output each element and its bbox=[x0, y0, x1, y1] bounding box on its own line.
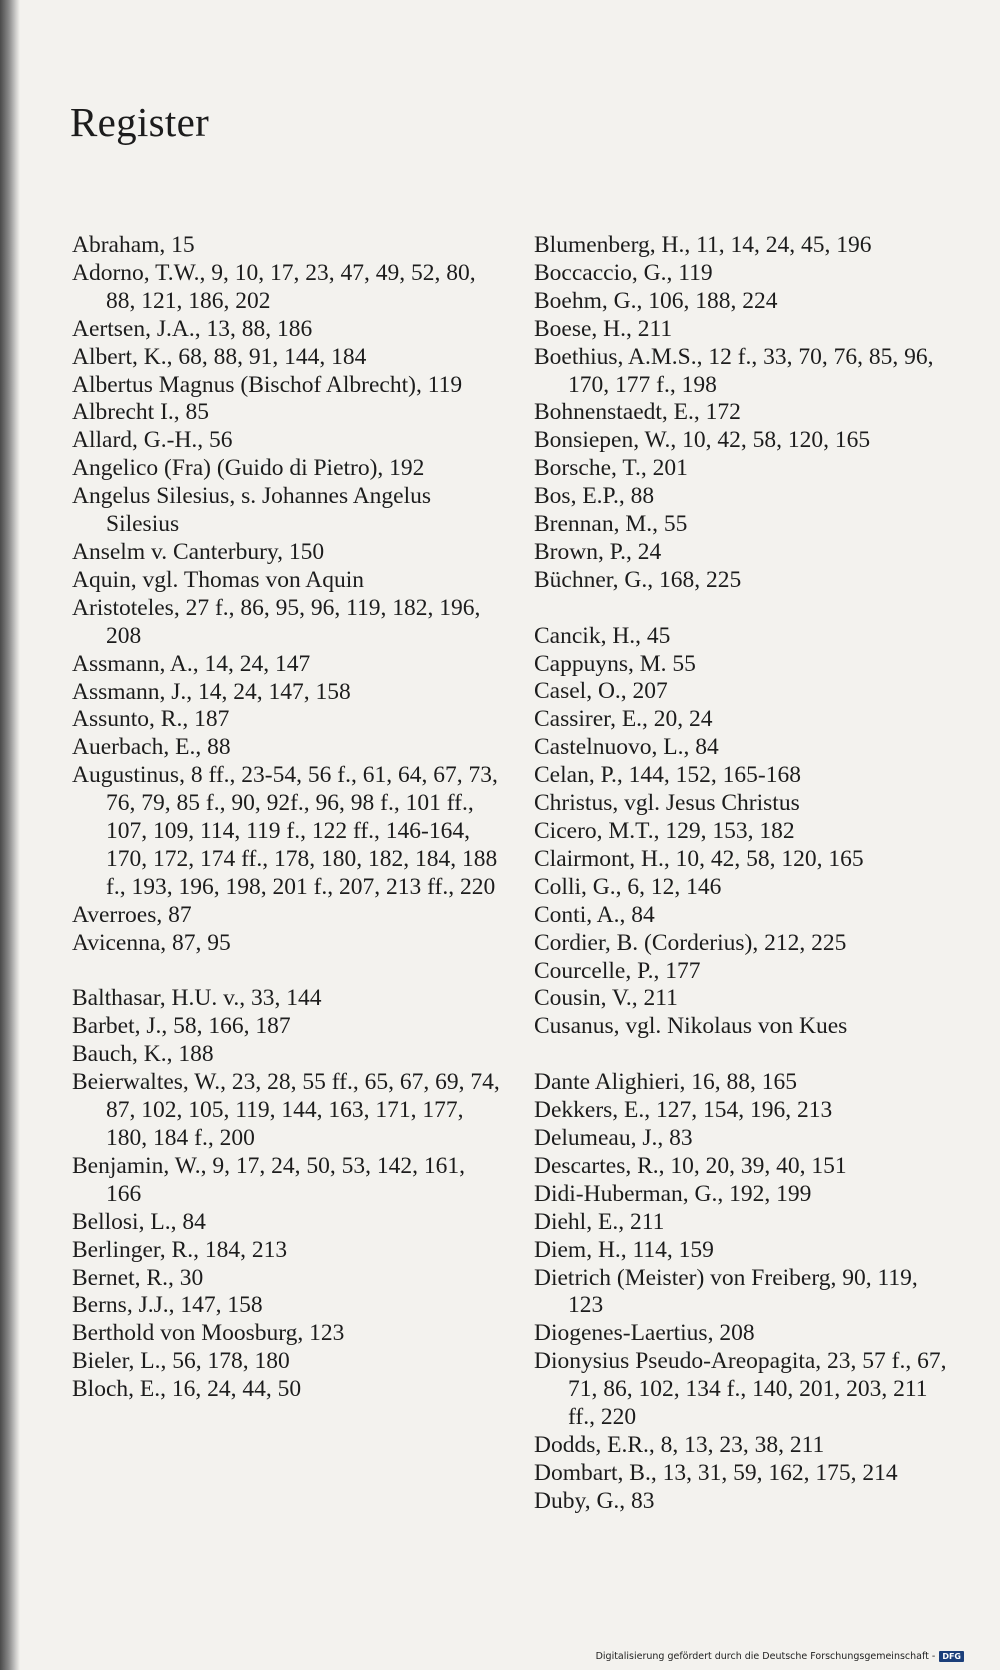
index-entry: Boccaccio, G., 119 bbox=[534, 259, 713, 286]
index-column-right bbox=[534, 232, 954, 1516]
index-entry: Albert, K., 68, 88, 91, 144, 184 bbox=[72, 343, 367, 370]
index-entry: Assmann, A., 14, 24, 147 bbox=[72, 650, 311, 677]
index-entry: Cordier, B. (Corderius), 212, 225 bbox=[534, 929, 847, 956]
index-entry: Aristoteles, 27 f., 86, 95, 96, 119, 182, 196, 208 bbox=[72, 594, 481, 649]
index-entry: Benjamin, W., 9, 17, 24, 50, 53, 142, 161, 166 bbox=[72, 1152, 465, 1207]
index-entry: Casel, O., 207 bbox=[534, 678, 668, 705]
index-entry: Dodds, E.R., 8, 13, 23, 38, 211 bbox=[534, 1431, 825, 1458]
index-entry: Blumenberg, H., 11, 14, 24, 45, 196 bbox=[534, 232, 872, 258]
index-entry: Bohnenstaedt, E., 172 bbox=[534, 399, 741, 426]
index-entry: Diehl, E., 211 bbox=[534, 1208, 665, 1235]
index-entry: Abraham, 15 bbox=[72, 232, 195, 258]
index-entry: Augustinus, 8 ff., 23-54, 56 f., 61, 64, 67, 73, 76, 79, 85 f., 90, 92f., 96, 98 f., 101 ff., 107, 109, 114, 119 f., 122 ff., 146-164, 170, 172, 174 ff., 178, 180, 182, 184, 188 f., 193, 196, 198, 201 f., 207, 213 ff., 220 bbox=[72, 762, 498, 900]
index-entry: Barbet, J., 58, 166, 187 bbox=[72, 1013, 291, 1040]
index-entry: Boese, H., 211 bbox=[534, 315, 673, 342]
index-entry: Cousin, V., 211 bbox=[534, 985, 678, 1012]
index-entry: Balthasar, H.U. v., 33, 144 bbox=[72, 985, 322, 1012]
index-entry: Delumeau, J., 83 bbox=[534, 1124, 693, 1151]
index-entry: Diem, H., 114, 159 bbox=[534, 1236, 714, 1263]
index-entry: Cappuyns, M. 55 bbox=[534, 650, 696, 677]
index-entry: Angelico (Fra) (Guido di Pietro), 192 bbox=[72, 455, 425, 482]
index-entry: Borsche, T., 201 bbox=[534, 455, 688, 482]
index-entry: Albertus Magnus (Bischof Albrecht), 119 bbox=[72, 371, 463, 398]
index-entry: Duby, G., 83 bbox=[534, 1487, 655, 1514]
index-entry: Bauch, K., 188 bbox=[72, 1041, 214, 1068]
letter-group-spacer bbox=[534, 1041, 954, 1069]
index-entry: Boehm, G., 106, 188, 224 bbox=[534, 287, 778, 314]
index-entry: Berlinger, R., 184, 213 bbox=[72, 1236, 288, 1263]
index-entry: Bernet, R., 30 bbox=[72, 1264, 204, 1291]
page-title: Register bbox=[70, 99, 210, 145]
index-entry: Bloch, E., 16, 24, 44, 50 bbox=[72, 1376, 302, 1403]
index-entry: Averroes, 87 bbox=[72, 901, 192, 928]
index-entry: Descartes, R., 10, 20, 39, 40, 151 bbox=[534, 1152, 847, 1179]
index-entry: Brown, P., 24 bbox=[534, 538, 662, 565]
letter-group-spacer bbox=[72, 958, 502, 986]
index-entry: Auerbach, E., 88 bbox=[72, 734, 231, 761]
index-entry: Dionysius Pseudo-Areopagita, 23, 57 f., 67, 71, 86, 102, 134 f., 140, 201, 203, 211 ff., 220 bbox=[534, 1348, 947, 1431]
index-entry: Bieler, L., 56, 178, 180 bbox=[72, 1348, 290, 1375]
index-entry: Bonsiepen, W., 10, 42, 58, 120, 165 bbox=[534, 427, 871, 454]
dfg-logo: DFG bbox=[939, 1651, 964, 1662]
book-spine-shadow bbox=[0, 0, 20, 1670]
index-entry: Aquin, vgl. Thomas von Aquin bbox=[72, 566, 365, 593]
index-entry: Courcelle, P., 177 bbox=[534, 957, 701, 984]
index-entry: Christus, vgl. Jesus Christus bbox=[534, 790, 800, 817]
index-entry: Cassirer, E., 20, 24 bbox=[534, 706, 713, 733]
index-entry: Assunto, R., 187 bbox=[72, 706, 230, 733]
index-entry: Adorno, T.W., 9, 10, 17, 23, 47, 49, 52, 80, 88, 121, 186, 202 bbox=[72, 259, 476, 314]
index-entry: Brennan, M., 55 bbox=[534, 511, 688, 538]
index-entry: Diogenes-Laertius, 208 bbox=[534, 1320, 755, 1347]
index-column-left bbox=[72, 232, 502, 1404]
index-entry: Clairmont, H., 10, 42, 58, 120, 165 bbox=[534, 845, 864, 872]
index-entry: Beierwaltes, W., 23, 28, 55 ff., 65, 67, 69, 74, 87, 102, 105, 119, 144, 163, 171, 177, 180, 184 f., 200 bbox=[72, 1069, 500, 1151]
letter-group-spacer bbox=[534, 595, 954, 623]
index-entry: Colli, G., 6, 12, 146 bbox=[534, 873, 722, 900]
index-entry: Dante Alighieri, 16, 88, 165 bbox=[534, 1069, 798, 1096]
index-entry: Dietrich (Meister) von Freiberg, 90, 119, 123 bbox=[534, 1264, 918, 1319]
index-entry: Dekkers, E., 127, 154, 196, 213 bbox=[534, 1097, 833, 1124]
index-entry: Berns, J.J., 147, 158 bbox=[72, 1292, 263, 1319]
index-entry: Bos, E.P., 88 bbox=[534, 483, 655, 510]
index-entry: Angelus Silesius, s. Johannes Angelus Silesius bbox=[72, 483, 432, 538]
index-entry: Cusanus, vgl. Nikolaus von Kues bbox=[534, 1013, 848, 1040]
index-entry: Cancik, H., 45 bbox=[534, 622, 671, 649]
index-entry: Boethius, A.M.S., 12 f., 33, 70, 76, 85, 96, 170, 177 f., 198 bbox=[534, 343, 934, 398]
index-entry: Büchner, G., 168, 225 bbox=[534, 566, 742, 593]
index-entry: Assmann, J., 14, 24, 147, 158 bbox=[72, 678, 351, 705]
index-entry: Albrecht I., 85 bbox=[72, 399, 210, 426]
footer-credit-text: Digitalisierung gefördert durch die Deutsche Forschungsgemeinschaft - bbox=[595, 1651, 936, 1662]
index-entry: Conti, A., 84 bbox=[534, 901, 655, 928]
index-entry: Celan, P., 144, 152, 165-168 bbox=[534, 762, 801, 789]
index-entry: Cicero, M.T., 129, 153, 182 bbox=[534, 818, 795, 845]
index-entry: Berthold von Moosburg, 123 bbox=[72, 1320, 345, 1347]
index-entry: Dombart, B., 13, 31, 59, 162, 175, 214 bbox=[534, 1459, 898, 1486]
index-entry: Anselm v. Canterbury, 150 bbox=[72, 538, 325, 565]
index-entry: Bellosi, L., 84 bbox=[72, 1208, 206, 1235]
digitization-footer bbox=[596, 1651, 964, 1662]
index-entry: Aertsen, J.A., 13, 88, 186 bbox=[72, 315, 313, 342]
index-entry: Didi-Huberman, G., 192, 199 bbox=[534, 1180, 812, 1207]
index-entry: Allard, G.-H., 56 bbox=[72, 427, 233, 454]
index-entry: Castelnuovo, L., 84 bbox=[534, 734, 719, 761]
index-entry: Avicenna, 87, 95 bbox=[72, 929, 231, 956]
